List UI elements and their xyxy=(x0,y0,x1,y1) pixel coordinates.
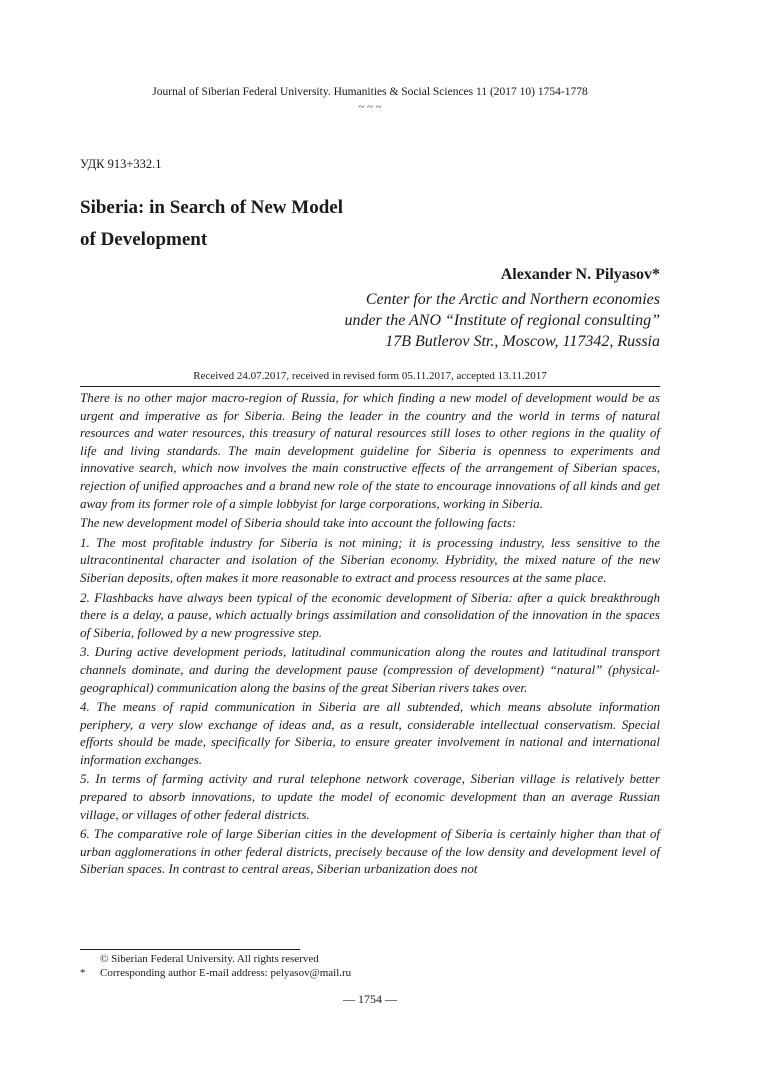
abstract-paragraph: 3. During active development periods, latitudinal communication along the routes and latitudinal transport channels dominate, and during the development pause (compression of development) “natural” (physical-geographical) communication along the basins of the great Siberian rivers takes over. xyxy=(80,644,660,695)
journal-header: Journal of Siberian Federal University. Humanities & Social Sciences 11 (2017 10) 1754-1778 xyxy=(152,86,588,98)
abstract-paragraph: 6. The comparative role of large Siberian cities in the development of Siberia is certainly higher than that of urban agglomerations in other federal districts, precisely because of the low density and development level of Siberian spaces. In contrast to central areas, Siberian urbanization does not xyxy=(80,826,660,877)
affiliation-address: 17B Butlerov Str., Moscow, 117342, Russia xyxy=(385,333,660,350)
abstract xyxy=(80,389,660,880)
article-title xyxy=(80,192,343,256)
footnote-copyright: © Siberian Federal University. All rights reserved xyxy=(100,953,319,965)
title-line-2: of Development xyxy=(80,229,208,250)
received-dates: Received 24.07.2017, received in revised form 05.11.2017, accepted 13.11.2017 xyxy=(193,370,547,382)
header-separator: ~ ~ ~ xyxy=(358,101,382,113)
abstract-divider xyxy=(80,386,660,387)
abstract-paragraph: 5. In terms of farming activity and rural telephone network coverage, Siberian village is relatively better prepared to absorb innovations, to update the model of economic development than an average Russian village, or villages of other federal districts. xyxy=(80,771,660,822)
author-name: Alexander N. Pilyasov* xyxy=(500,266,660,283)
footnote-star: * xyxy=(80,967,86,979)
abstract-paragraph: 4. The means of rapid communication in Siberia are all subtended, which means absolute information periphery, a very slow exchange of ideas and, as a result, considerable intellectual conservatism. Special efforts should be made, specifically for Siberia, to ensure greater involvement in national and international information exchanges. xyxy=(80,699,660,767)
abstract-paragraph: 1. The most profitable industry for Siberia is not mining; it is processing industry, less sensitive to the ultracontinental character and isolation of the Siberian economy. Hybridity, the mixed nature of the new Siberian deposits, often makes it more reasonable to extract and process resources at the same place. xyxy=(80,534,660,585)
affiliation-line-2: under the ANO “Institute of regional consulting” xyxy=(344,312,660,329)
footnote-rule xyxy=(80,949,300,950)
abstract-paragraph: There is no other major macro-region of Russia, for which finding a new model of development would be as urgent and imperative as for Siberia. Being the leader in the country and the world in terms of natural resources and water resources, this treasury of natural resources still loses to other regions in the quality of life and living standards. The main development guideline for Siberia is openness to experiments and innovative search, which now involves the main constructive effects of the arrangement of Siberian spaces, rejection of unified approaches and a brand new role of the state to encourage innovations of all kinds and get away from its former role of a simple lobbyist for large corporations, working in Siberia. xyxy=(80,390,660,511)
abstract-paragraph: The new development model of Siberia should take into account the following facts: xyxy=(80,515,517,531)
author-affiliation xyxy=(344,289,660,352)
udk-code: УДК 913+332.1 xyxy=(80,157,162,171)
footnote-email: Corresponding author E-mail address: pelyasov@mail.ru xyxy=(100,967,352,979)
footnote-corresponding xyxy=(80,967,351,979)
title-line-1: Siberia: in Search of New Model xyxy=(80,197,343,218)
page-number: — 1754 — xyxy=(343,992,397,1006)
abstract-paragraph: 2. Flashbacks have always been typical of the economic development of Siberia: after a quick breakthrough there is a delay, a pause, which actually brings assimilation and consolidation of the innovation in the spaces of Siberia, followed by a new progressive step. xyxy=(80,589,660,640)
affiliation-line-1: Center for the Arctic and Northern economies xyxy=(365,291,660,308)
